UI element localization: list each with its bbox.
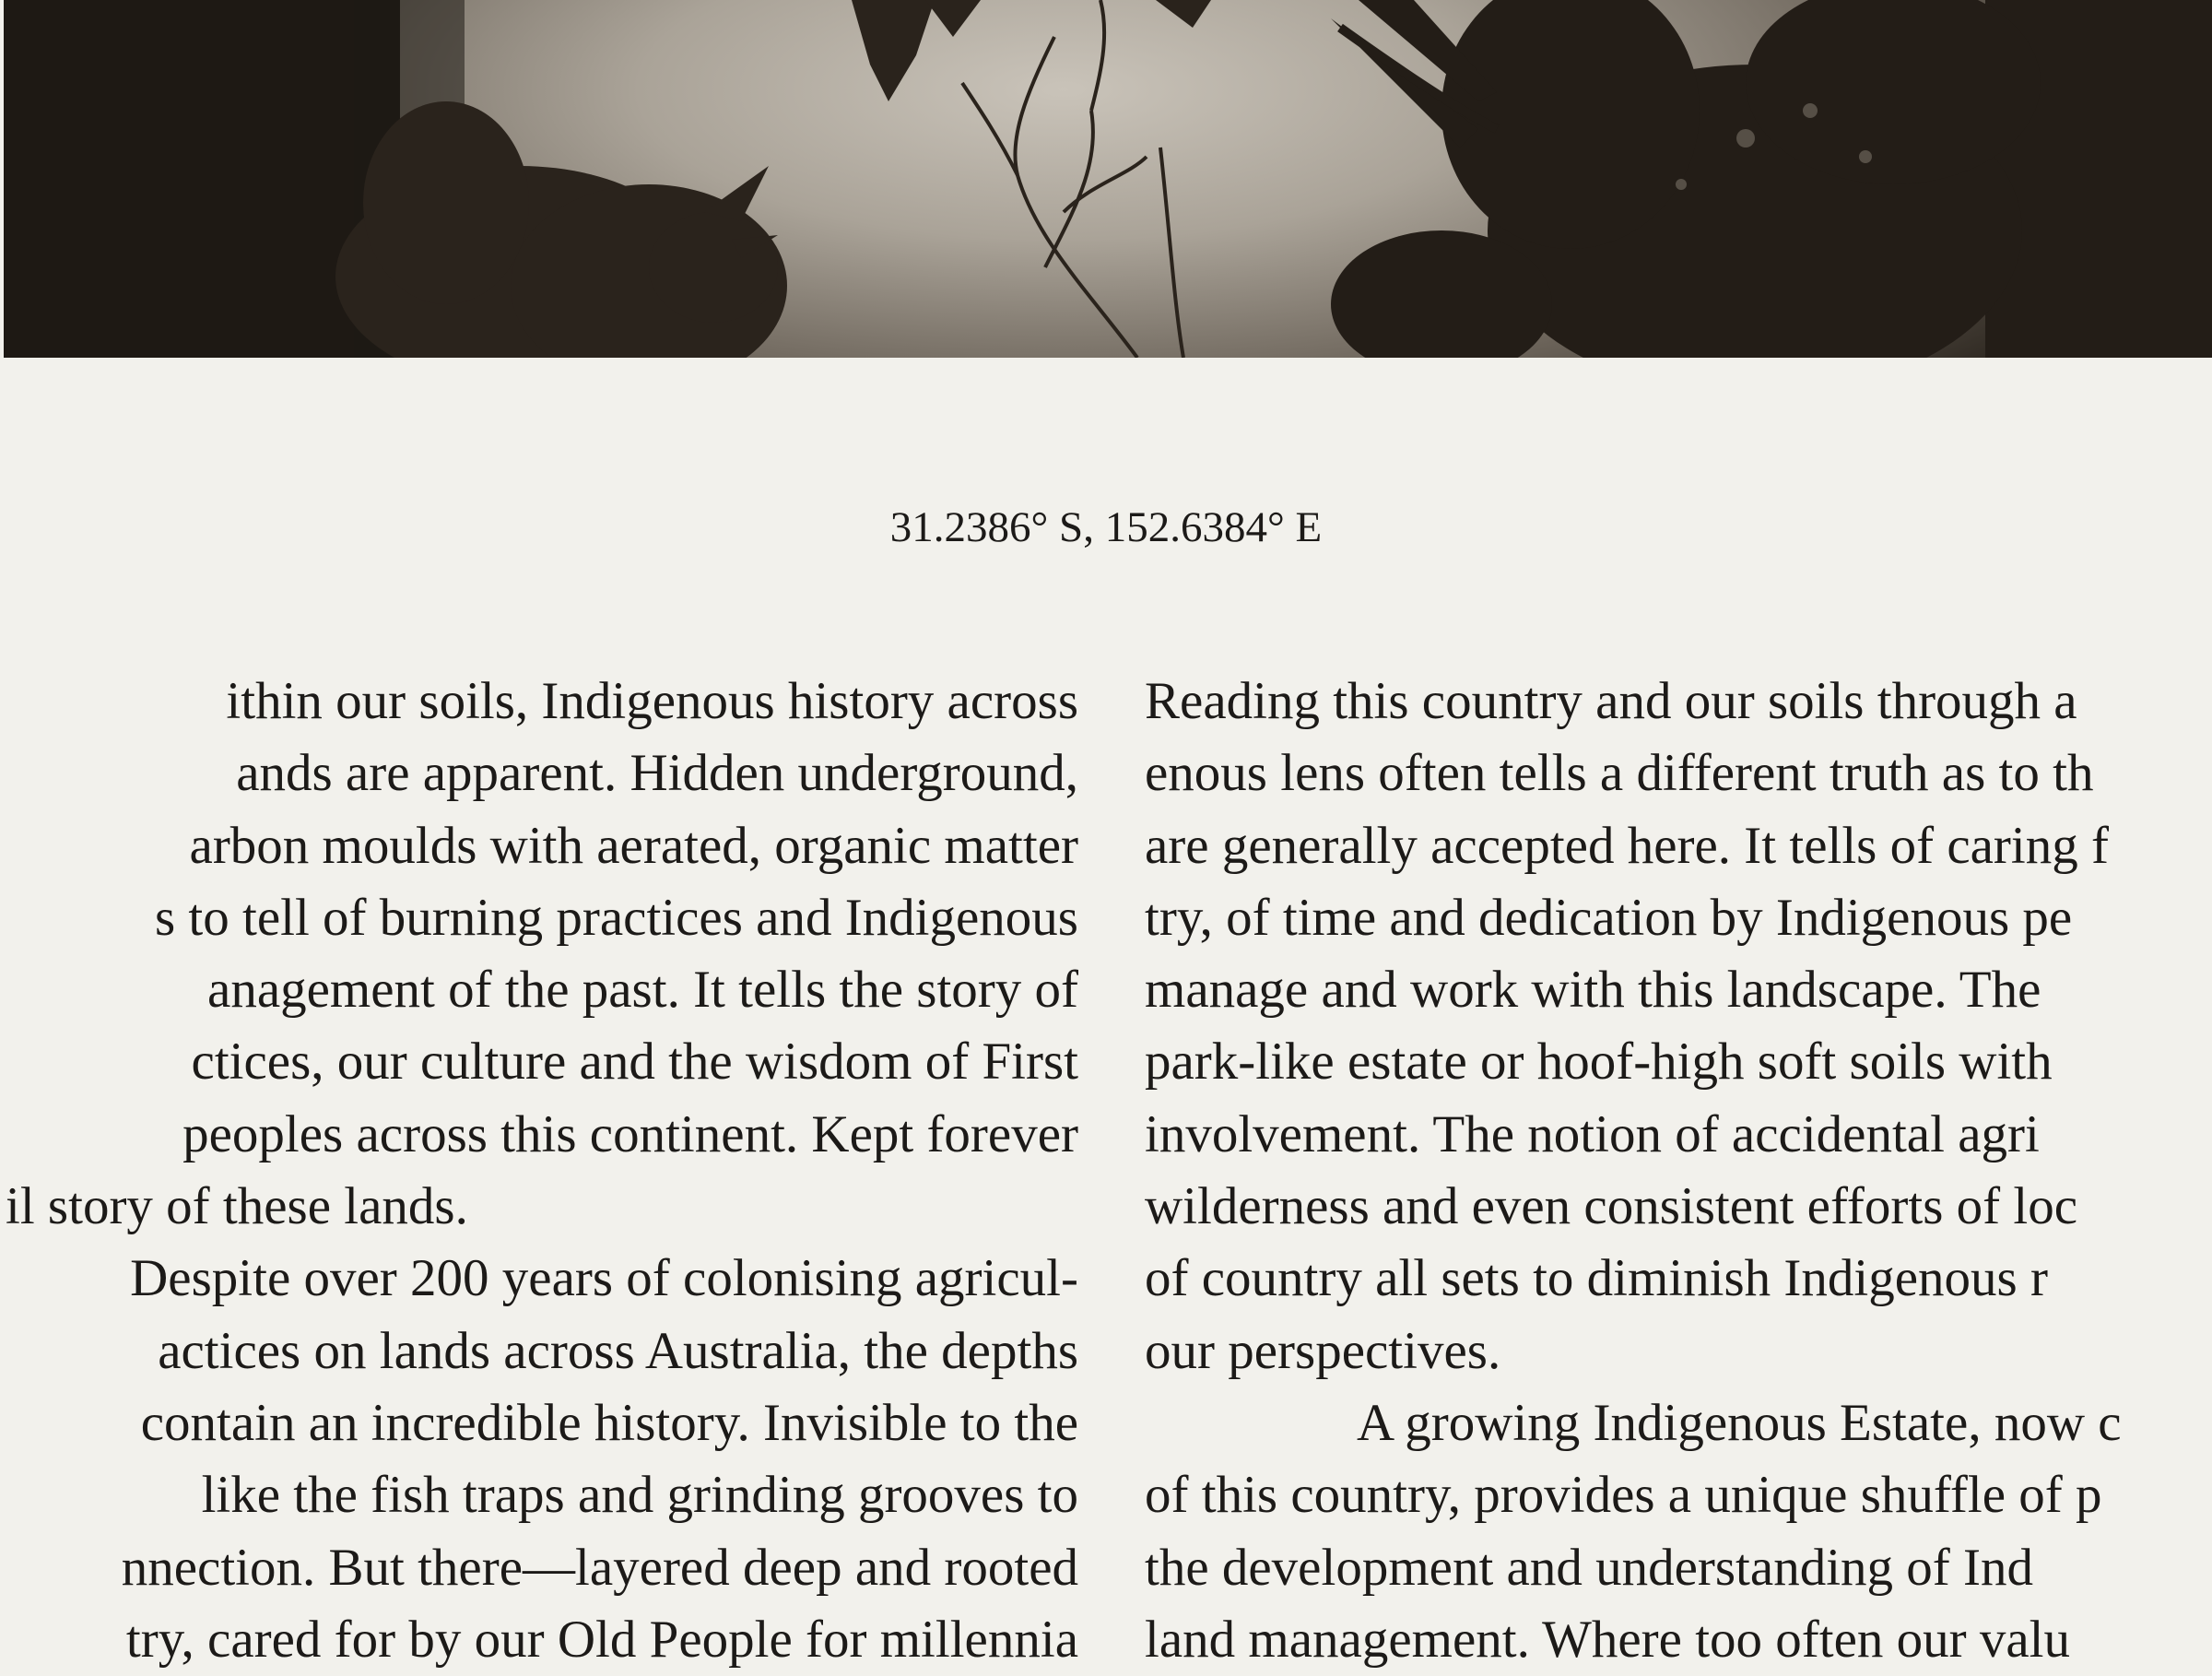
text-line: ithin our soils, Indigenous history across	[226, 672, 1078, 730]
text-line: are generally accepted here. It tells of caring f	[1145, 816, 2109, 875]
text-line: try, of time and dedication by Indigenous pe	[1145, 888, 2073, 947]
text-line: ctices, our culture and the wisdom of First	[191, 1033, 1078, 1092]
text-line: Reading this country and our soils through a	[1145, 672, 2077, 730]
text-line: arbon moulds with aerated, organic matter	[189, 816, 1078, 875]
text-line: anagement of the past. It tells the story of	[207, 961, 1078, 1020]
text-line: actices on lands across Australia, the depths	[158, 1321, 1078, 1380]
text-line: ands are apparent. Hidden underground,	[236, 744, 1078, 803]
text-line: the development and understanding of Ind	[1145, 1538, 2033, 1597]
text-line: manage and work with this landscape. The	[1145, 961, 2041, 1020]
text-line: of this country, provides a unique shuffle of p	[1145, 1466, 2102, 1525]
text-line: land management. Where too often our valu	[1145, 1610, 2071, 1669]
left-text-column	[0, 666, 1078, 1676]
text-line: of country all sets to diminish Indigenous r	[1145, 1249, 2048, 1308]
text-line: A growing Indigenous Estate, now c	[1357, 1393, 2122, 1452]
text-line: wilderness and even consistent efforts of loc	[1145, 1177, 2078, 1236]
text-line: nnection. But there—layered deep and rooted	[121, 1538, 1078, 1597]
text-line: like the fish traps and grinding grooves to	[201, 1466, 1078, 1525]
text-line: s to tell of burning practices and Indigenous	[154, 888, 1078, 947]
text-line: contain an incredible history. Invisible to the	[140, 1393, 1078, 1452]
right-text-column	[1145, 666, 2212, 1676]
text-line: our perspectives.	[1145, 1321, 1501, 1380]
coordinates-caption: 31.2386° S, 152.6384° E	[889, 503, 1323, 551]
text-line: try, cared for by our Old People for millennia	[125, 1610, 1078, 1669]
text-line: enous lens often tells a different truth as to th	[1145, 744, 2094, 803]
text-line: park-like estate or hoof-high soft soils with	[1145, 1033, 2053, 1092]
text-line: Despite over 200 years of colonising agricul-	[130, 1249, 1078, 1308]
text-line: il story of these lands.	[6, 1177, 468, 1236]
tree-silhouettes	[4, 0, 2212, 358]
landscape-photo	[4, 0, 2212, 358]
text-line: peoples across this continent. Kept forever	[182, 1104, 1078, 1163]
text-line: involvement. The notion of accidental agri	[1145, 1104, 2040, 1163]
